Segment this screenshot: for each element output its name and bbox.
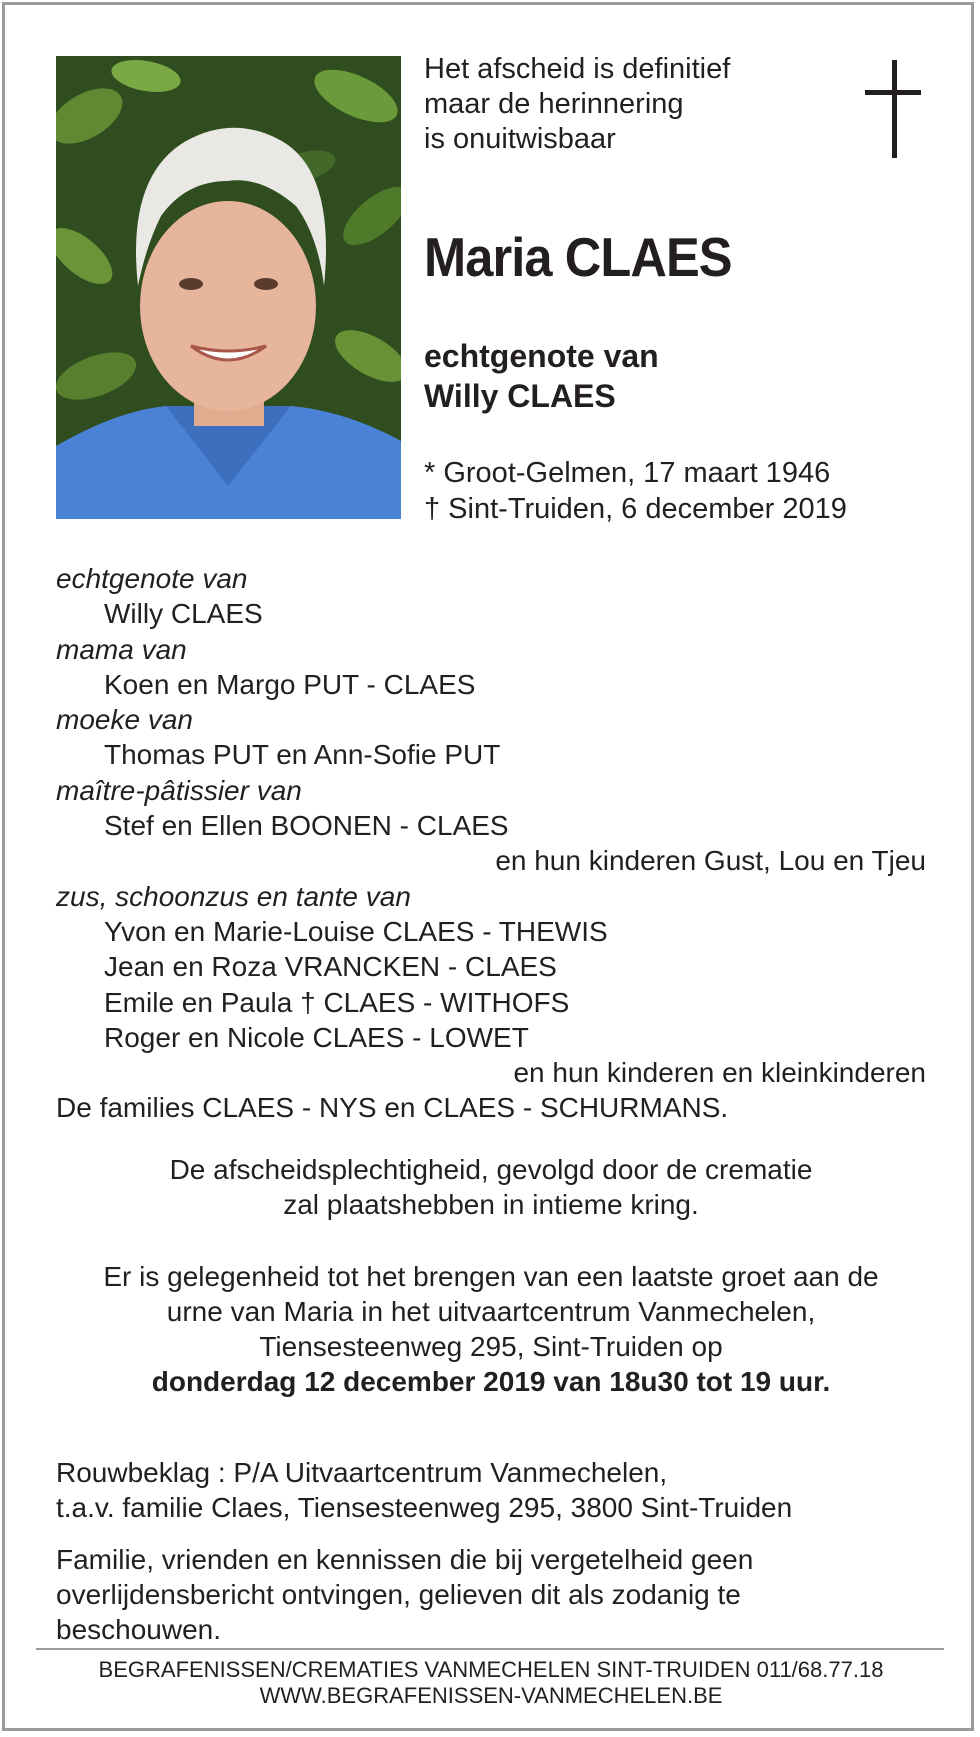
death-date: † Sint-Truiden, 6 december 2019 xyxy=(424,493,847,525)
relative-name: Emile en Paula † CLAES - WITHOFS xyxy=(104,986,570,1018)
notice-line: beschouwen. xyxy=(56,1614,222,1645)
quote-line: is onuitwisbaar xyxy=(424,123,616,155)
quote-block xyxy=(424,52,804,157)
relative-name: Thomas PUT en Ann-Sofie PUT xyxy=(104,739,501,771)
relative-name: Willy CLAES xyxy=(104,598,263,630)
relative-extra: en hun kinderen Gust, Lou en Tjeu xyxy=(495,845,926,877)
viewing-line: Er is gelegenheid tot het brengen van een laatste groet aan de xyxy=(103,1261,879,1292)
condolence-address xyxy=(56,1455,936,1525)
spouse-line: Willy CLAES xyxy=(424,378,616,414)
notice-line: overlijdensbericht ontvingen, gelieven dit als zodanig te xyxy=(56,1579,741,1610)
notice-line: Familie, vrienden en kennissen die bij vergetelheid geen xyxy=(56,1544,754,1575)
ceremony-line: zal plaatshebben in intieme kring. xyxy=(283,1189,699,1220)
relative-name: Roger en Nicole CLAES - LOWET xyxy=(104,1021,529,1053)
life-dates xyxy=(424,455,847,527)
footer-website[interactable]: WWW.BEGRAFENISSEN-VANMECHELEN.BE xyxy=(259,1683,723,1708)
quote-line: maar de herinnering xyxy=(424,88,684,120)
viewing-line: Tiensesteenweg 295, Sint-Truiden op xyxy=(259,1331,723,1362)
viewing-text xyxy=(56,1259,926,1399)
condolence-line: t.a.v. familie Claes, Tiensesteenweg 295, 3800 Sint-Truiden xyxy=(56,1492,793,1523)
footer-divider xyxy=(36,1648,944,1650)
spouse-heading xyxy=(424,336,659,416)
viewing-datetime: donderdag 12 december 2019 van 18u30 tot 19 uur. xyxy=(151,1366,831,1397)
relation-role: mama van xyxy=(56,633,187,665)
families-line: De families CLAES - NYS en CLAES - SCHURMANS. xyxy=(56,1092,729,1124)
spouse-line: echtgenote van xyxy=(424,338,659,374)
relative-name: Jean en Roza VRANCKEN - CLAES xyxy=(104,951,557,983)
relation-role: zus, schoonzus en tante van xyxy=(56,880,411,912)
relation-role: echtgenote van xyxy=(56,563,248,594)
relative-name: Yvon en Marie-Louise CLAES - THEWIS xyxy=(104,915,608,947)
condolence-line: Rouwbeklag : P/A Uitvaartcentrum Vanmechelen, xyxy=(56,1457,668,1488)
relation-role: moeke van xyxy=(56,704,193,736)
viewing-line: urne van Maria in het uitvaartcentrum Vanmechelen, xyxy=(166,1296,816,1327)
portrait-photo xyxy=(56,56,401,519)
funeral-home-footer xyxy=(56,1657,926,1709)
ceremony-text xyxy=(56,1152,926,1222)
birth-date: * Groot-Gelmen, 17 maart 1946 xyxy=(424,457,831,489)
footer-contact: BEGRAFENISSEN/CREMATIES VANMECHELEN SINT-TRUIDEN 011/68.77.18 xyxy=(98,1657,884,1682)
relative-name: Stef en Ellen BOONEN - CLAES xyxy=(104,810,509,842)
relative-name: Koen en Margo PUT - CLAES xyxy=(104,668,476,700)
relation-role: maître-pâtissier van xyxy=(56,774,302,806)
relatives-list xyxy=(56,561,926,1126)
notice-text xyxy=(56,1542,936,1647)
quote-line: Het afscheid is definitief xyxy=(424,53,731,85)
relative-extra: en hun kinderen en kleinkinderen xyxy=(513,1057,926,1089)
ceremony-line: De afscheidsplechtigheid, gevolgd door de crematie xyxy=(169,1154,813,1185)
cross-icon xyxy=(865,60,925,160)
deceased-name: Maria CLAES xyxy=(424,226,732,288)
